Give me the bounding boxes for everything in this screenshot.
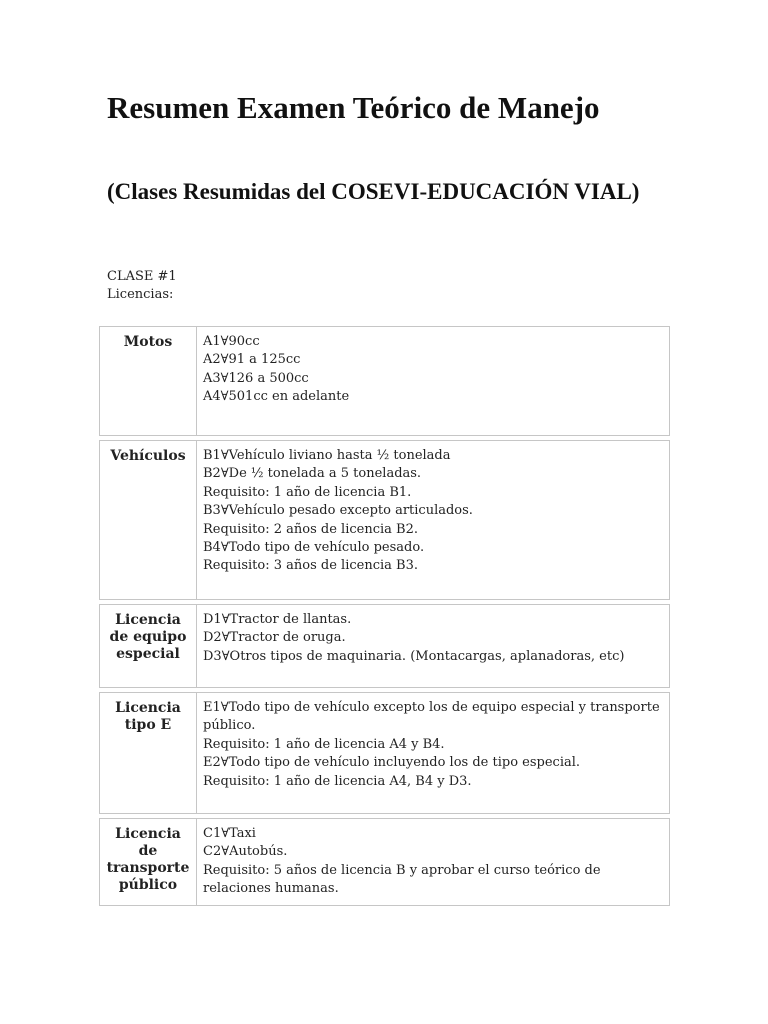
table-row: [99, 692, 670, 814]
desc-line: E1∀Todo tipo de vehículo excepto los de equipo especial y transporte público.: [203, 700, 660, 734]
desc-line: Requisito: 1 año de licencia A4 y B4.: [203, 736, 445, 752]
table-row: [99, 326, 670, 436]
class-label: CLASE #1: [107, 269, 177, 284]
row-category: Licencia de transporte público: [99, 818, 197, 906]
desc-line: Requisito: 3 años de licencia B3.: [203, 558, 418, 574]
desc-line: Requisito: 1 año de licencia B1.: [203, 484, 412, 500]
row-category: Motos: [99, 326, 197, 436]
table-row: [99, 818, 670, 906]
desc-line: B3∀Vehículo pesado excepto articulados.: [203, 503, 473, 519]
desc-line: B4∀Todo tipo de vehículo pesado.: [203, 540, 425, 556]
page-subtitle: (Clases Resumidas del COSEVI-EDUCACIÓN VIAL): [107, 179, 640, 204]
licenses-label: Licencias:: [107, 287, 174, 302]
table-row: [99, 440, 670, 600]
desc-line: B2∀De ½ tonelada a 5 toneladas.: [203, 466, 422, 482]
row-category: Licencia tipo E: [99, 692, 197, 814]
desc-line: D3∀Otros tipos de maquinaria. (Montacargas, aplanadoras, etc): [203, 648, 625, 664]
desc-line: B1∀Vehículo liviano hasta ½ tonelada: [203, 448, 451, 463]
desc-line: A1∀90cc: [203, 334, 260, 349]
row-description: [197, 692, 670, 814]
page-title: Resumen Examen Teórico de Manejo: [107, 90, 600, 125]
desc-line: E2∀Todo tipo de vehículo incluyendo los de tipo especial.: [203, 755, 581, 771]
row-description: [197, 326, 670, 436]
desc-line: A4∀501cc en adelante: [203, 389, 350, 405]
licenses-table: [99, 322, 670, 910]
row-description: [197, 604, 670, 688]
desc-line: Requisito: 1 año de licencia A4, B4 y D3.: [203, 773, 472, 789]
row-description: [197, 818, 670, 906]
intro-block: [107, 268, 507, 304]
desc-line: Requisito: 5 años de licencia B y aprobar el curso teórico de relaciones humanas.: [203, 862, 601, 897]
desc-line: D1∀Tractor de llantas.: [203, 612, 352, 627]
desc-line: Requisito: 2 años de licencia B2.: [203, 521, 418, 537]
desc-line: A3∀126 a 500cc: [203, 370, 309, 386]
desc-line: A2∀91 a 125cc: [203, 352, 301, 368]
row-category: Vehículos: [99, 440, 197, 600]
row-category: Licencia de equipo especial: [99, 604, 197, 688]
desc-line: D2∀Tractor de oruga.: [203, 630, 346, 646]
row-description: [197, 440, 670, 600]
table-row: [99, 604, 670, 688]
desc-line: C2∀Autobús.: [203, 844, 288, 860]
desc-line: C1∀Taxi: [203, 826, 256, 841]
